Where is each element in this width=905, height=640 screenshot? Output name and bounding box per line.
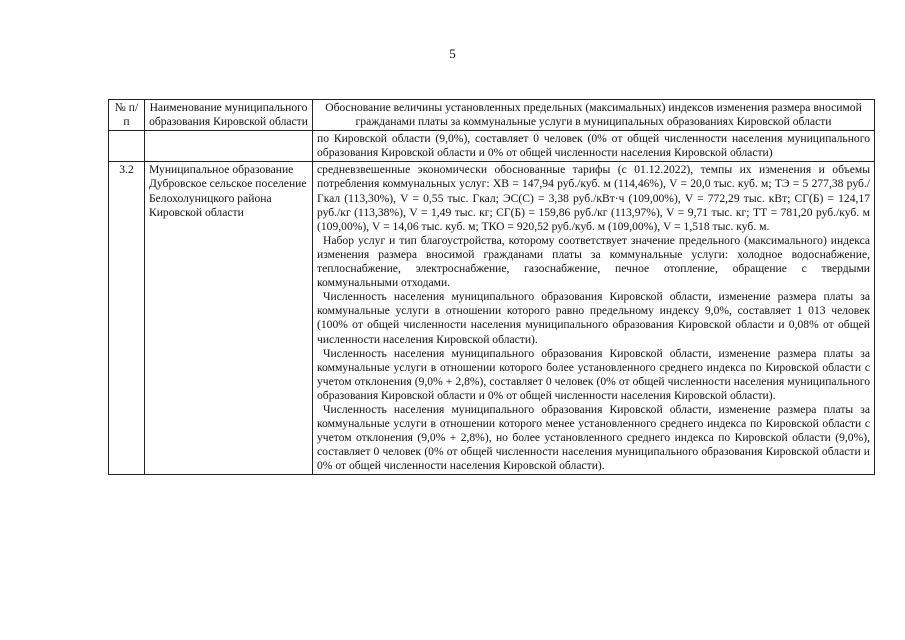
header-num: № п/п	[109, 100, 145, 131]
table-row	[109, 131, 875, 162]
justification-paragraph: Набор услуг и тип благоустройства, которому соответствует значение предельного (максимального) индекса изменения размера вносимой гражданами платы за коммунальные услуги: холодное водоснабжение, теплоснабжение, электроснабжение, газоснабжение, печное отопление, обращение с твердыми коммунальными отходами.	[317, 233, 870, 290]
header-justification: Обоснование величины установленных предельных (максимальных) индексов изменения размера вносимой гражданами платы за коммунальные услуги в муниципальных образованиях Кировской области	[313, 100, 875, 131]
row-number	[109, 131, 145, 162]
municipality-name	[145, 131, 313, 162]
index-justification-table	[108, 99, 875, 475]
page-number: 5	[449, 46, 456, 61]
table-row	[109, 162, 875, 475]
header-municipality-name: Наименование муниципального образования Кировской области	[145, 100, 313, 131]
row-number: 3.2	[109, 162, 145, 475]
justification-paragraph: по Кировской области (9,0%), составляет 0 человек (0% от общей численности населения муниципального образования Кировской области и 0% от общей численности населения Кировской области)	[317, 132, 870, 160]
table-header-row	[109, 100, 875, 131]
municipality-name: Муниципальное образование Дубровское сельское поселение Белохолуницкого района Кировской области	[145, 162, 313, 475]
justification-paragraph: Численность населения муниципального образования Кировской области, изменение размера платы за коммунальные услуги в отношении которого более установленного среднего индекса по Кировской области с учетом отклонения (9,0% + 2,8%), составляет 0 человек (0% от общей численности населения муниципального образования Кировской области и 0% от общей численности населения Кировской области).	[317, 346, 870, 402]
justification-text	[313, 131, 875, 162]
justification-paragraph: Численность населения муниципального образования Кировской области, изменение размера платы за коммунальные услуги в отношении которого равно предельному индексу 9,0%, составляет 1 013 человек (100% от общей численности населения муниципального образования Кировской области и 0,08% от общей численности населения Кировской области).	[317, 290, 870, 346]
justification-paragraph: средневзвешенные экономически обоснованные тарифы (с 01.12.2022), темпы их изменения и объемы потребления коммунальных услуг: ХВ = 147,94 руб./куб. м (114,46%), V = 20,0 тыс. куб. м; ТЭ = 5 277,38 руб./Гкал (113,30%), V = 0,55 тыс. Гкал; ЭС(С) = 3,38 руб./кВт·ч (109,00%), V = 772,29 тыс. кВт; СГ(Б) = 124,17 руб./кг (113,38%), V = 1,49 тыс. кг; СГ(Б) = 159,86 руб./кг (113,97%), V = 9,71 тыс. кг; ТТ = 781,20 руб./куб. м (109,00%), V = 14,06 тыс. куб. м; ТКО = 920,52 руб./куб. м (109,00%), V = 1,518 тыс. куб. м.	[317, 163, 870, 233]
justification-text	[313, 162, 875, 475]
justification-paragraph: Численность населения муниципального образования Кировской области, изменение размера платы за коммунальные услуги в отношении которого менее установленного среднего индекса по Кировской области с учетом отклонения (9,0% + 2,8%), но более установленного среднего индекса по Кировской области (9,0%), составляет 0 человек (0% от общей численности населения муниципального образования Кировской области и 0% от общей численности населения Кировской области).	[317, 402, 870, 473]
